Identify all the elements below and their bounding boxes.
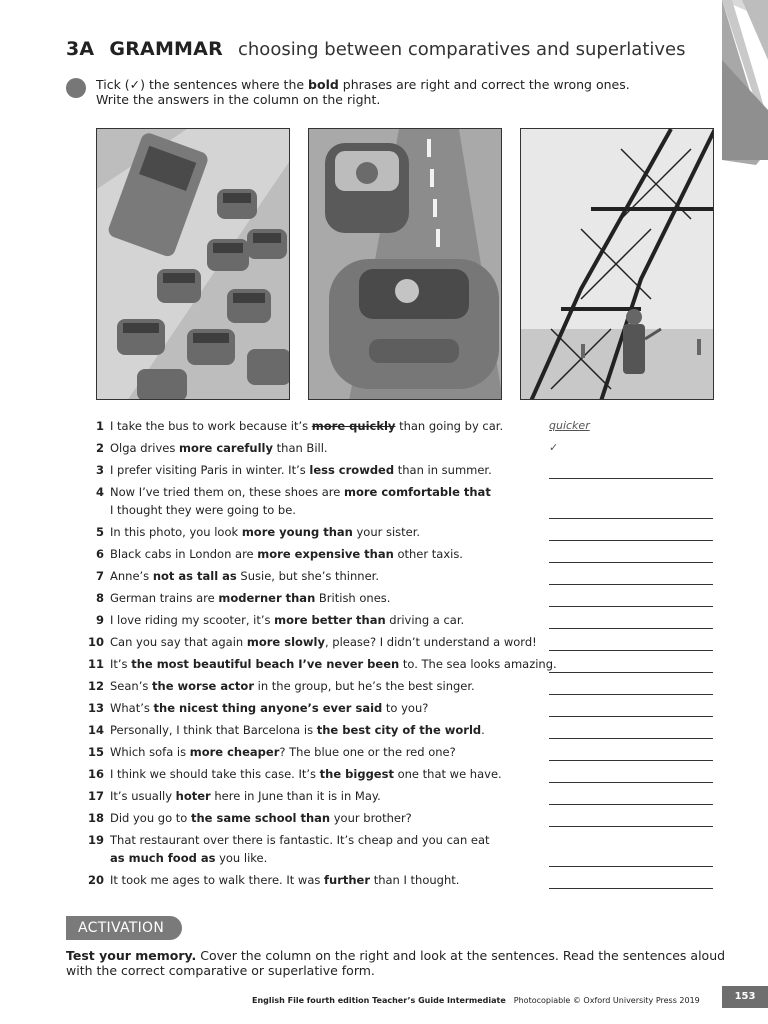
item-text-end: here in June than it is in May. [210,789,381,803]
item-phrase: further [324,873,371,887]
item-text-end: other taxis. [393,547,463,561]
item-text-end: to. The sea looks amazing. [399,657,557,671]
exercise-item [84,461,492,479]
item-number: 10 [87,635,104,649]
exercise-item [84,567,379,585]
item-number: 14 [87,723,104,737]
item-number: 18 [87,811,104,825]
item-number: 9 [95,613,104,627]
item-phrase: moderner than [218,591,316,605]
illustration-traffic [96,128,290,400]
item-number: 6 [95,547,104,561]
exercise-item [84,809,412,827]
item-phrase: more better than [274,613,386,627]
item-text: It’s usually [110,789,176,803]
item-text: Which sofa is [110,745,190,759]
footer [252,996,700,1005]
answer-field[interactable] [549,548,713,563]
exercise-item [84,483,491,519]
exercise-item [84,699,428,717]
item-text-end: than I thought. [370,873,460,887]
item-text-end: driving a car. [385,613,465,627]
exercise-item [84,611,464,629]
item-phrase: hoter [175,789,211,803]
item-number: 19 [87,833,104,847]
item-phrase: the nicest thing anyone’s ever said [153,701,383,715]
item-phrase: the same school than [190,811,331,825]
item-text: Black cabs in London are [110,547,258,561]
exercise-item [84,633,537,651]
item-text: I prefer visiting Paris in winter. It’s [110,463,310,477]
illustration-cars [308,128,502,400]
item-text-end: than going by car. [395,419,504,433]
item-phrase: more cheaper [189,745,280,759]
section-keyword: GRAMMAR [109,38,223,60]
corner-decoration [722,0,768,170]
item-text: I love riding my scooter, it’s [110,613,275,627]
item-number: 11 [87,657,104,671]
item-text-end: one that we have. [393,767,502,781]
worksheet-title [66,38,686,60]
exercise-item [84,743,456,761]
answer-field[interactable] [549,592,713,607]
item-number: 2 [95,441,104,455]
item-number: 4 [95,485,104,499]
exercise-item [84,721,485,739]
item-text: Personally, I think that Barcelona is [110,723,317,737]
item-number: 3 [95,463,104,477]
instructions: Tick (✓) the sentences where the bold phrases are right and correct the wrong ones. Write the answers in the column on the right. [96,77,630,107]
exercise-item [84,523,420,541]
answer-field[interactable] [549,746,713,761]
item-number: 5 [95,525,104,539]
exercise-item [84,545,463,563]
answer-field[interactable] [549,464,713,479]
item-text: I take the bus to work because it’s [110,419,312,433]
answer-field[interactable] [549,768,713,783]
item-text-end: your sister. [352,525,421,539]
item-text: Olga drives [110,441,179,455]
item-text: Anne’s [110,569,153,583]
item-text-end: Susie, but she’s thinner. [236,569,379,583]
activation-text: Test your memory. Cover the column on the right and look at the sentences. Read the sentences aloud with the correct comparative or superlative form. [66,948,726,978]
answer-field[interactable] [549,680,713,695]
item-text: German trains are [110,591,219,605]
item-text-end: . [481,723,485,737]
item-phrase: more expensive than [257,547,394,561]
answer-field[interactable] [549,614,713,629]
item-text: It’s [110,657,132,671]
item-phrase: more young than [241,525,353,539]
item-number: 13 [87,701,104,715]
footer-book-title: English File fourth edition Teacher’s Guide Intermediate [252,996,506,1005]
item-number: 1 [95,419,104,433]
activation-label: ACTIVATION [66,916,182,940]
item-text: Now I’ve tried them on, these shoes are [110,485,344,499]
answer-field[interactable] [549,526,713,541]
answer-field[interactable] [549,812,713,827]
item-text-end: than Bill. [272,441,328,455]
item-text-end: than in summer. [394,463,492,477]
exercise-item [84,589,390,607]
exercise-item [84,439,328,457]
answer-field[interactable] [549,658,713,673]
answer-field[interactable] [549,724,713,739]
item-line2: I thought they were going to be. [110,503,296,517]
item-text-end: British ones. [315,591,391,605]
item-text-end: in the group, but he’s the best singer. [254,679,475,693]
instruction-bullet-icon [66,78,86,98]
unit-code: 3A [66,38,95,60]
answer-field[interactable]: ✓ [549,441,559,454]
exercise-item [84,787,381,805]
answer-field[interactable] [549,570,713,585]
item-phrase: the most beautiful beach I’ve never been [131,657,400,671]
item-phrase: more slowly [246,635,325,649]
item-text: It took me ages to walk there. It was [110,873,325,887]
item-text: Sean’s [110,679,153,693]
item-phrase: more comfortable that [344,485,491,499]
item-text: What’s [110,701,154,715]
illustration-eiffel-tower [520,128,714,400]
item-number: 8 [95,591,104,605]
exercise-item [84,417,503,435]
item-text: In this photo, you look [110,525,242,539]
item-text: I think we should take this case. It’s [110,767,320,781]
item-text: Did you go to [110,811,191,825]
item-text: That restaurant over there is fantastic. It’s cheap and you can eat [110,833,490,847]
answer-field[interactable] [549,874,713,889]
answer-field[interactable] [549,636,713,651]
answer-field[interactable] [549,790,713,805]
item-number: 16 [87,767,104,781]
exercise-item [84,831,490,867]
item-phrase: more quickly [311,419,396,433]
item-number: 12 [87,679,104,693]
item-phrase: the best city of the world [316,723,482,737]
item-number: 20 [87,873,104,887]
item-phrase: the worse actor [152,679,254,693]
item-text-end: , please? I didn’t understand a word! [324,635,537,649]
item-phrase: the biggest [319,767,394,781]
item-text-end: your brother? [330,811,412,825]
item-number: 7 [95,569,104,583]
answer-field[interactable] [549,702,713,717]
item-number: 15 [87,745,104,759]
item-number: 17 [87,789,104,803]
item-text: Can you say that again [110,635,247,649]
item-text-end: to you? [382,701,429,715]
item-phrase: more carefully [179,441,273,455]
footer-rights: Photocopiable © Oxford University Press 2019 [513,996,700,1005]
exercise-item [84,677,475,695]
exercise-item [84,655,557,673]
page-number: 153 [722,986,768,1008]
item-line2: as much food as you like. [110,851,268,865]
answer-field[interactable] [549,504,713,519]
item-phrase: not as tall as [152,569,237,583]
exercise-item [84,765,502,783]
worksheet-subtitle: choosing between comparatives and superlatives [238,39,686,60]
item-text-end: ? The blue one or the red one? [279,745,456,759]
answer-field[interactable] [549,852,713,867]
exercise-item [84,871,459,889]
item-phrase: less crowded [309,463,395,477]
answer-field[interactable]: quicker [549,419,590,432]
